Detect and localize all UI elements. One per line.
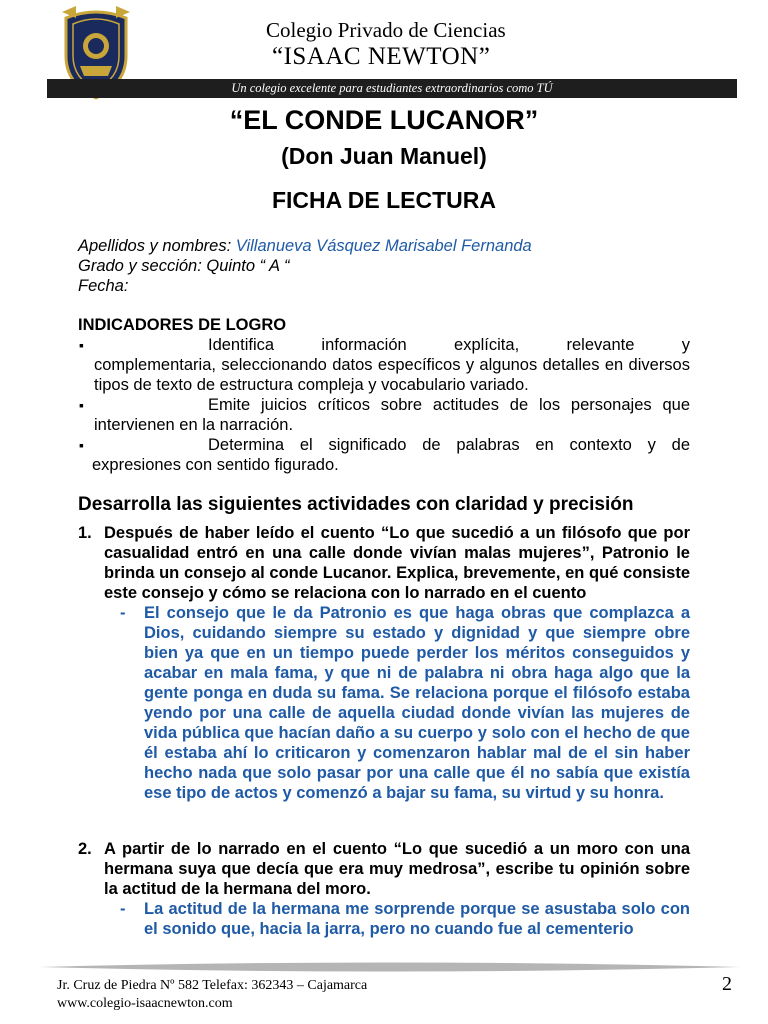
footer-address: Jr. Cruz de Piedra Nº 582 Telefax: 362343 – Cajamarca — [57, 978, 368, 993]
indicator-3-first-line: Determina el significado de palabras en contexto y de — [208, 436, 690, 454]
grade-section-label: Grado y sección: Quinto “ A “ — [78, 257, 290, 275]
bullet-icon: ▪ — [79, 437, 84, 453]
bullet-icon: ▪ — [79, 397, 84, 413]
answer-dash-icon: - — [120, 604, 126, 622]
date-label: Fecha: — [78, 277, 129, 295]
bullet-icon: ▪ — [79, 337, 84, 353]
student-name-label: Apellidos y nombres: — [78, 237, 232, 255]
activities-heading: Desarrolla las siguientes actividades con claridad y precisión — [78, 494, 634, 515]
footer-divider — [40, 960, 740, 974]
question-1-number: 1. — [78, 524, 92, 542]
answer-2-text: La actitud de la hermana me sorprende porque se asustaba solo con el sonido que, hacia la jarra, pero no cuando fue al cementerio — [144, 900, 690, 938]
page-number: 2 — [722, 973, 732, 995]
indicators-heading: INDICADORES DE LOGRO — [78, 316, 287, 334]
indicator-3-continuation: expresiones con sentido figurado. — [92, 456, 339, 474]
footer-website: www.colegio-isaacnewton.com — [57, 996, 233, 1011]
school-name-line1: Colegio Privado de Ciencias — [266, 18, 506, 42]
question-2-text: A partir de lo narrado en el cuento “Lo que sucedió a un moro con una hermana suya que decía que era muy medrosa”, escribe tu opinión sobre la actitud de la hermana del moro. — [104, 840, 690, 898]
answer-1-text: El consejo que le da Patronio es que haga obras que complazca a Dios, cuidando siempre su estado y dignidad y que siempre obre bien ya que en un tiempo puede perder los méritos conseguidos y acabar en mala fama, y que ni de palabra ni obra haga algo que la gente ponga en duda su fama. Se relaciona porque el filósofo estaba yendo por una calle de aquella ciudad donde vivían las mujeres de vida pública que hacían daño a su cuerpo y solo con el hecho de que él estaba ahí lo criticaron y comenzaron hablar mal de el sin haber hecho nada que solo pasar por una calle que él no sabía que existía ese tipo de actos y comenzó a bajar su fama, su virtud y su honra. — [144, 604, 690, 802]
indicator-1-continuation: complementaria, seleccionando datos específicos y algunos detalles en diversos tipos de texto de estructura compleja y vocabulario variado. — [94, 356, 690, 394]
indicator-2-continuation: intervienen en la narración. — [94, 416, 294, 434]
document-title: “EL CONDE LUCANOR” — [229, 105, 539, 135]
question-2-number: 2. — [78, 840, 92, 858]
indicator-2-first-line: Emite juicios críticos sobre actitudes de los personajes que — [208, 396, 690, 414]
student-name-row — [78, 236, 532, 256]
slogan-bar: Un colegio excelente para estudiantes extraordinarios como TÚ — [47, 79, 737, 98]
question-1-text: Después de haber leído el cuento “Lo que sucedió a un filósofo que por casualidad entró en una calle donde vivían malas mujeres”, Patronio le brinda un consejo al conde Lucanor. Explica, brevemente, en qué consiste este consejo y cómo se relaciona con lo narrado en el cuento — [104, 524, 690, 602]
student-name-value: Villanueva Vásquez Marisabel Fernanda — [235, 237, 532, 255]
document-subtitle: (Don Juan Manuel) — [281, 143, 487, 169]
indicator-1-first-line: Identifica información explícita, relevante y — [208, 336, 690, 354]
answer-dash-icon: - — [120, 900, 126, 918]
school-name-line2: “ISAAC NEWTON” — [272, 43, 491, 70]
ficha-title: FICHA DE LECTURA — [271, 187, 497, 213]
